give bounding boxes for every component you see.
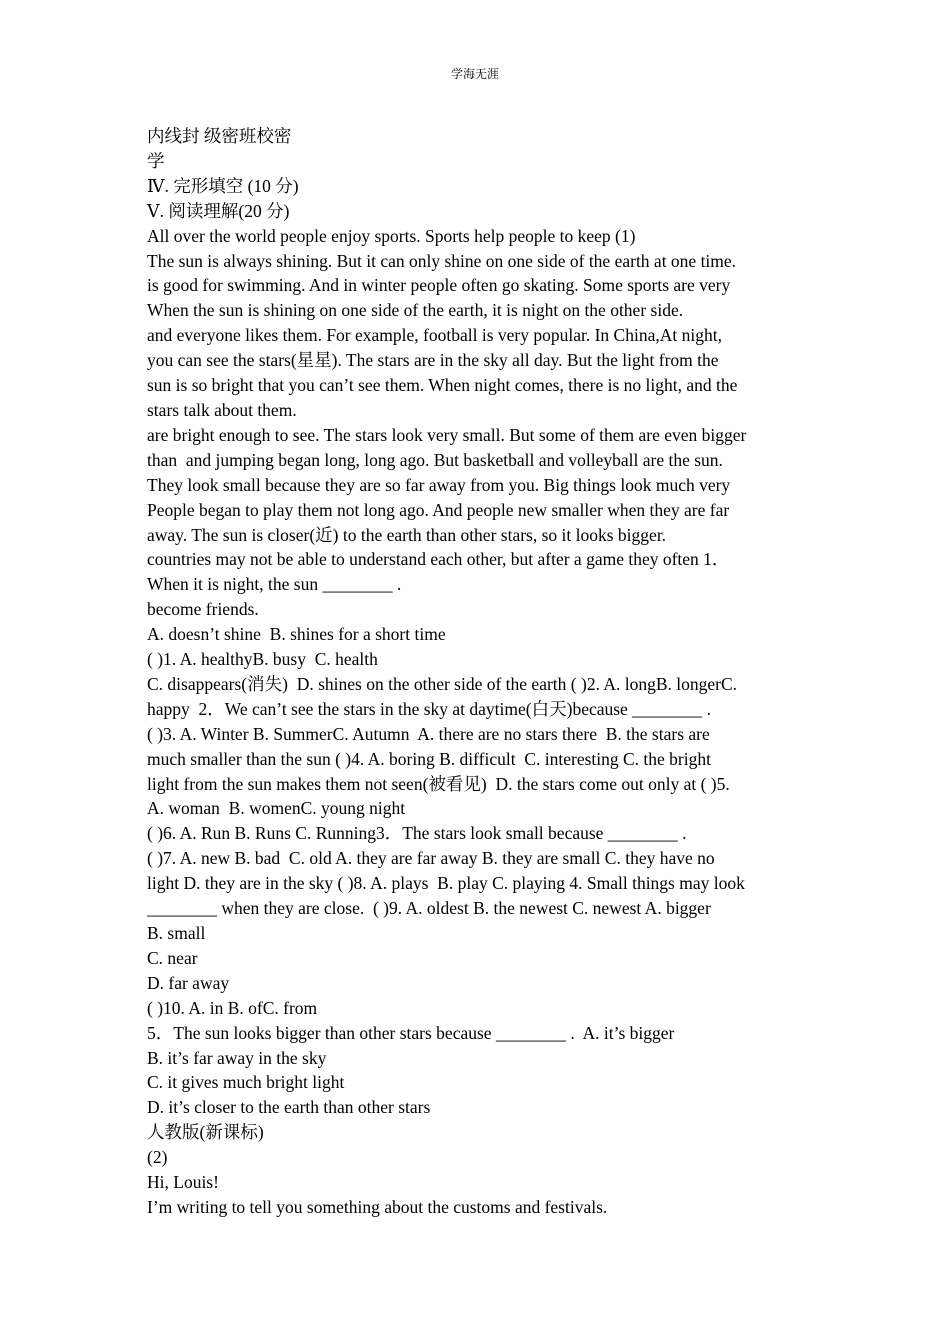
text-line: When the sun is shining on one side of the earth, it is night on the other side. bbox=[147, 300, 684, 321]
text-line: C. disappears(消失) D. shines on the other side of the earth ( )2. A. longB. longerC. bbox=[147, 673, 738, 694]
text-line: countries may not be able to understand each other, but after a game they often 1． bbox=[147, 549, 730, 570]
text-line: I’m writing to tell you something about the customs and festivals. bbox=[147, 1196, 608, 1217]
text-line: A. woman B. womenC. young night bbox=[147, 798, 406, 819]
text-line: happy 2．We can’t see the stars in the sky at daytime(白天)because ________ . bbox=[147, 698, 711, 719]
page-header: 学海无涯 bbox=[450, 67, 499, 81]
text-line: are bright enough to see. The stars look very small. But some of them are even bigger bbox=[147, 424, 747, 445]
text-line: B. small bbox=[147, 923, 206, 943]
text-line: People began to play them not long ago. And people new smaller when they are far bbox=[147, 499, 730, 520]
text-line: become friends. bbox=[147, 599, 259, 620]
text-line: much smaller than the sun ( )4. A. boring B. difficult C. interesting C. the bright bbox=[147, 748, 711, 769]
text-line: C. it gives much bright light bbox=[147, 1072, 345, 1093]
text-line: ( )6. A. Run B. Runs C. Running3．The stars look small because ________ . bbox=[147, 823, 687, 844]
text-line: away. The sun is closer(近) to the earth than other stars, so it looks bigger. bbox=[147, 524, 667, 545]
text-line: than and jumping began long, long ago. But basketball and volleyball are the sun. bbox=[147, 449, 723, 470]
text-line: The sun is always shining. But it can only shine on one side of the earth at one time. bbox=[147, 250, 737, 271]
text-line: When it is night, the sun ________ . bbox=[147, 574, 402, 595]
text-line: ( )7. A. new B. bad C. old A. they are far away B. they are small C. they have no bbox=[147, 848, 715, 869]
text-line: you can see the stars(星星). The stars are in the sky all day. But the light from the bbox=[147, 350, 719, 371]
text-line: A. doesn’t shine B. shines for a short time bbox=[147, 624, 446, 645]
text-line: D. it’s closer to the earth than other stars bbox=[147, 1097, 431, 1118]
text-line: D. far away bbox=[147, 972, 230, 993]
letter-greeting: Hi, Louis! bbox=[147, 1172, 219, 1193]
text-line: B. it’s far away in the sky bbox=[147, 1047, 327, 1068]
document-body bbox=[147, 124, 815, 1220]
text-line: stars talk about them. bbox=[147, 399, 297, 420]
text-line: sun is so bright that you can’t see them. When night comes, there is no light, and the bbox=[147, 375, 738, 396]
text-line: They look small because they are so far away from you. Big things look much very bbox=[147, 474, 731, 495]
text-line: light from the sun makes them not seen(被看见) D. the stars come out only at ( )5. bbox=[147, 773, 730, 794]
text-line: ( )3. A. Winter B. SummerC. Autumn A. there are no stars there B. the stars are bbox=[147, 723, 710, 744]
text-line: 内线封 级密班校密 bbox=[147, 126, 292, 146]
edition-label: 人教版(新课标) bbox=[147, 1122, 264, 1143]
text-line: 5．The sun looks bigger than other stars because ________ . A. it’s bigger bbox=[147, 1022, 675, 1043]
text-line: All over the world people enjoy sports. Sports help people to keep (1) bbox=[147, 225, 636, 246]
text-line: ( )1. A. healthyB. busy C. health bbox=[147, 649, 378, 670]
text-line: is good for swimming. And in winter people often go skating. Some sports are very bbox=[147, 275, 731, 296]
text-line: light D. they are in the sky ( )8. A. plays B. play C. playing 4. Small things may look bbox=[147, 873, 745, 894]
text-line: (2) bbox=[147, 1147, 168, 1168]
text-line: 学 bbox=[147, 150, 165, 171]
text-line: C. near bbox=[147, 947, 198, 968]
text-line: ________ when they are close. ( )9. A. oldest B. the newest C. newest A. bigger bbox=[147, 898, 711, 919]
text-line: ( )10. A. in B. ofC. from bbox=[147, 997, 318, 1018]
section-heading-reading: Ⅴ. 阅读理解(20 分) bbox=[147, 200, 290, 221]
text-line: and everyone likes them. For example, football is very popular. In China,At night, bbox=[147, 325, 722, 346]
section-heading-cloze: Ⅳ. 完形填空 (10 分) bbox=[147, 175, 299, 196]
